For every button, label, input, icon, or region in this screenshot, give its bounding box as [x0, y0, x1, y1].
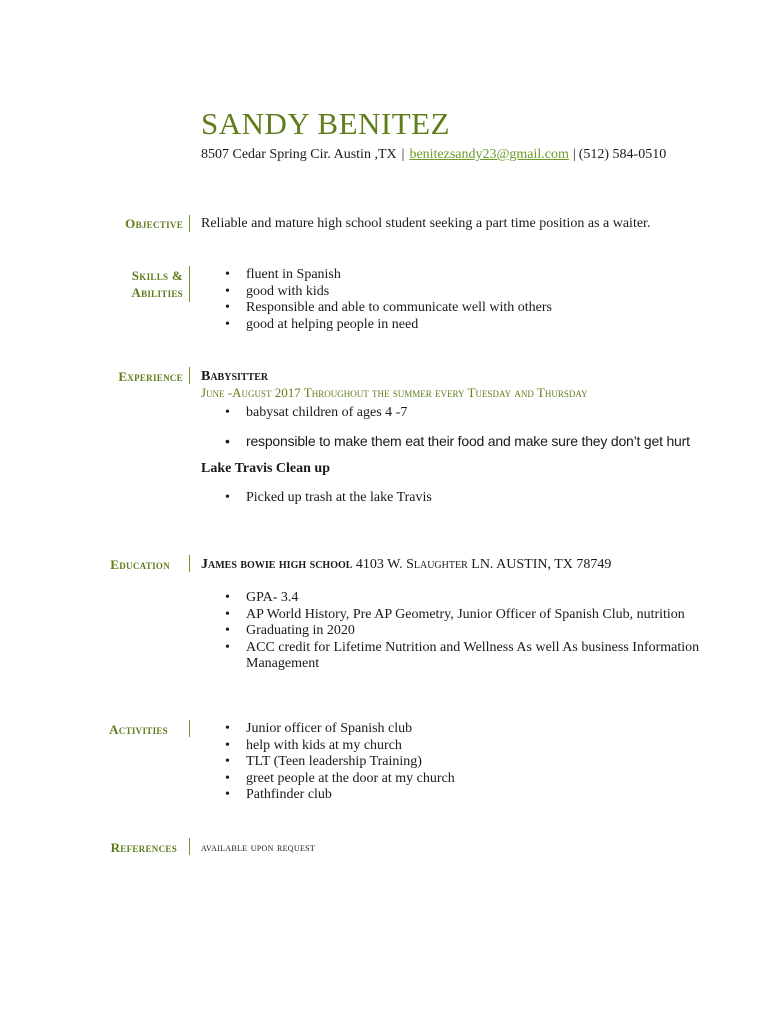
phone: (512) 584-0510: [578, 147, 667, 162]
address: 8507 Cedar Spring Cir. Austin ,TX: [201, 147, 397, 162]
activity-item: • Pathfinder club: [201, 787, 455, 804]
experience-divider: [189, 367, 190, 384]
activities-divider: [189, 720, 190, 737]
activity-item: • TLT (Teen leadership Training): [201, 754, 455, 771]
job-dates: June -August 2017 Throughout the summer every Tuesday and Thursday: [201, 385, 588, 400]
job-bullet: • responsible to make them eat their food and make sure they don’t get hurt: [201, 433, 690, 450]
education-item: • GPA- 3.4: [201, 590, 699, 607]
school-address: 4103 W. Slaughter LN. AUSTIN, TX 78749: [355, 557, 612, 572]
objective-divider: [189, 215, 190, 232]
school-name: James bowie high school: [201, 557, 353, 572]
references-text: available upon request: [201, 840, 316, 854]
skills-label: [131, 267, 183, 301]
education-label: Education: [110, 557, 170, 572]
education-divider: [189, 555, 190, 572]
activities-list: [201, 721, 455, 804]
lake-travis-bullets: [201, 490, 432, 507]
skills-label-line2: Abilities: [131, 285, 183, 300]
contact-separator: |: [572, 147, 576, 162]
job-title-lake-travis: Lake Travis Clean up: [201, 461, 331, 476]
activities-label: Activities: [109, 722, 168, 737]
education-list: [201, 590, 699, 673]
education-item: • AP World History, Pre AP Geometry, Junior Officer of Spanish Club, nutrition: [201, 607, 699, 624]
email-link[interactable]: benitezsandy23@gmail.com: [409, 147, 569, 162]
skill-item: • good at helping people in need: [201, 317, 552, 334]
skill-item: • Responsible and able to communicate well with others: [201, 300, 552, 317]
activity-item: • help with kids at my church: [201, 738, 455, 755]
references-label: References: [110, 840, 177, 855]
job-bullet: • Picked up trash at the lake Travis: [201, 490, 432, 507]
education-item-continued: Management: [246, 656, 320, 671]
education-item: • Graduating in 2020: [201, 623, 699, 640]
education-heading: [201, 556, 611, 573]
skill-item: • fluent in Spanish: [201, 267, 552, 284]
objective-text: Reliable and mature high school student seeking a part time position as a waiter.: [201, 216, 651, 231]
skill-item: • good with kids: [201, 284, 552, 301]
objective-label: Objective: [125, 216, 183, 231]
job-title-babysitter: Babysitter: [201, 369, 269, 384]
skills-list: [201, 267, 552, 333]
contact-separator: |: [401, 147, 405, 162]
activity-item: • greet people at the door at my church: [201, 771, 455, 788]
education-item: • ACC credit for Lifetime Nutrition and Wellness As well As business Information: [201, 640, 699, 657]
babysitter-bullets: [201, 405, 407, 422]
references-divider: [189, 838, 190, 855]
activity-item: • Junior officer of Spanish club: [201, 721, 455, 738]
experience-label: Experience: [118, 369, 183, 384]
job-bullet: • babysat children of ages 4 -7: [201, 405, 407, 422]
contact-line: [201, 146, 666, 164]
skills-label-line1: Skills &: [131, 268, 183, 283]
applicant-name: SANDY BENITEZ: [201, 106, 451, 141]
babysitter-bullets-2: [201, 433, 690, 450]
skills-divider: [189, 266, 190, 302]
